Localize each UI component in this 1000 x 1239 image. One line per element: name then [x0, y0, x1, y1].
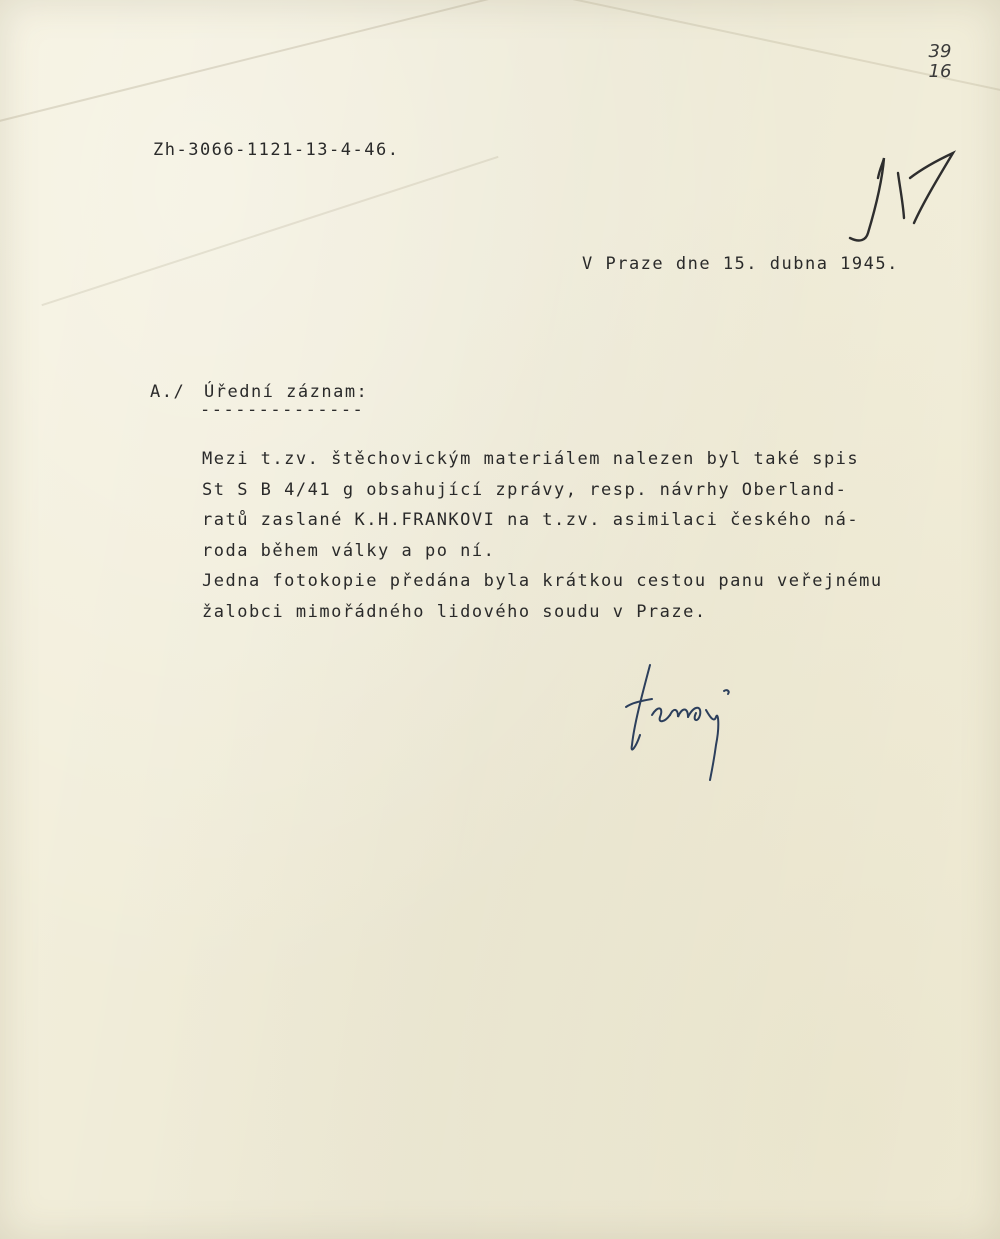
folio-number-bottom: 16 — [928, 61, 952, 82]
record-heading: Úřední záznam: — [204, 382, 369, 402]
section-label: A./ — [150, 382, 186, 402]
body-line: St S B 4/41 g obsahující zprávy, resp. návrhy Oberland- — [202, 479, 848, 500]
body-line: Jedna fotokopie předána byla krátkou cestou panu veřejnému — [202, 571, 883, 591]
folio-number — [920, 42, 960, 82]
handwritten-mark-17 — [838, 138, 968, 248]
body-line: žalobci mimořádného lidového soudu v Praze. — [202, 601, 707, 622]
body-line: roda během války a po ní. — [202, 540, 496, 561]
date-line: V Praze dne 15. dubna 1945. — [582, 254, 899, 274]
body-line: Mezi t.zv. štěchovickým materiálem nalezen byl také spis — [202, 449, 860, 469]
heading-underline: -------------- — [200, 400, 365, 420]
body-text — [202, 444, 883, 627]
body-line: ratů zaslané K.H.FRANKOVI na t.zv. asimilaci českého ná- — [202, 510, 860, 530]
folio-number-top: 39 — [928, 41, 952, 62]
reference-number: Zh-3066-1121-13-4-46. — [153, 140, 400, 160]
paper-crease — [41, 156, 498, 306]
paper-crease — [0, 0, 512, 130]
handwritten-signature — [612, 655, 752, 790]
